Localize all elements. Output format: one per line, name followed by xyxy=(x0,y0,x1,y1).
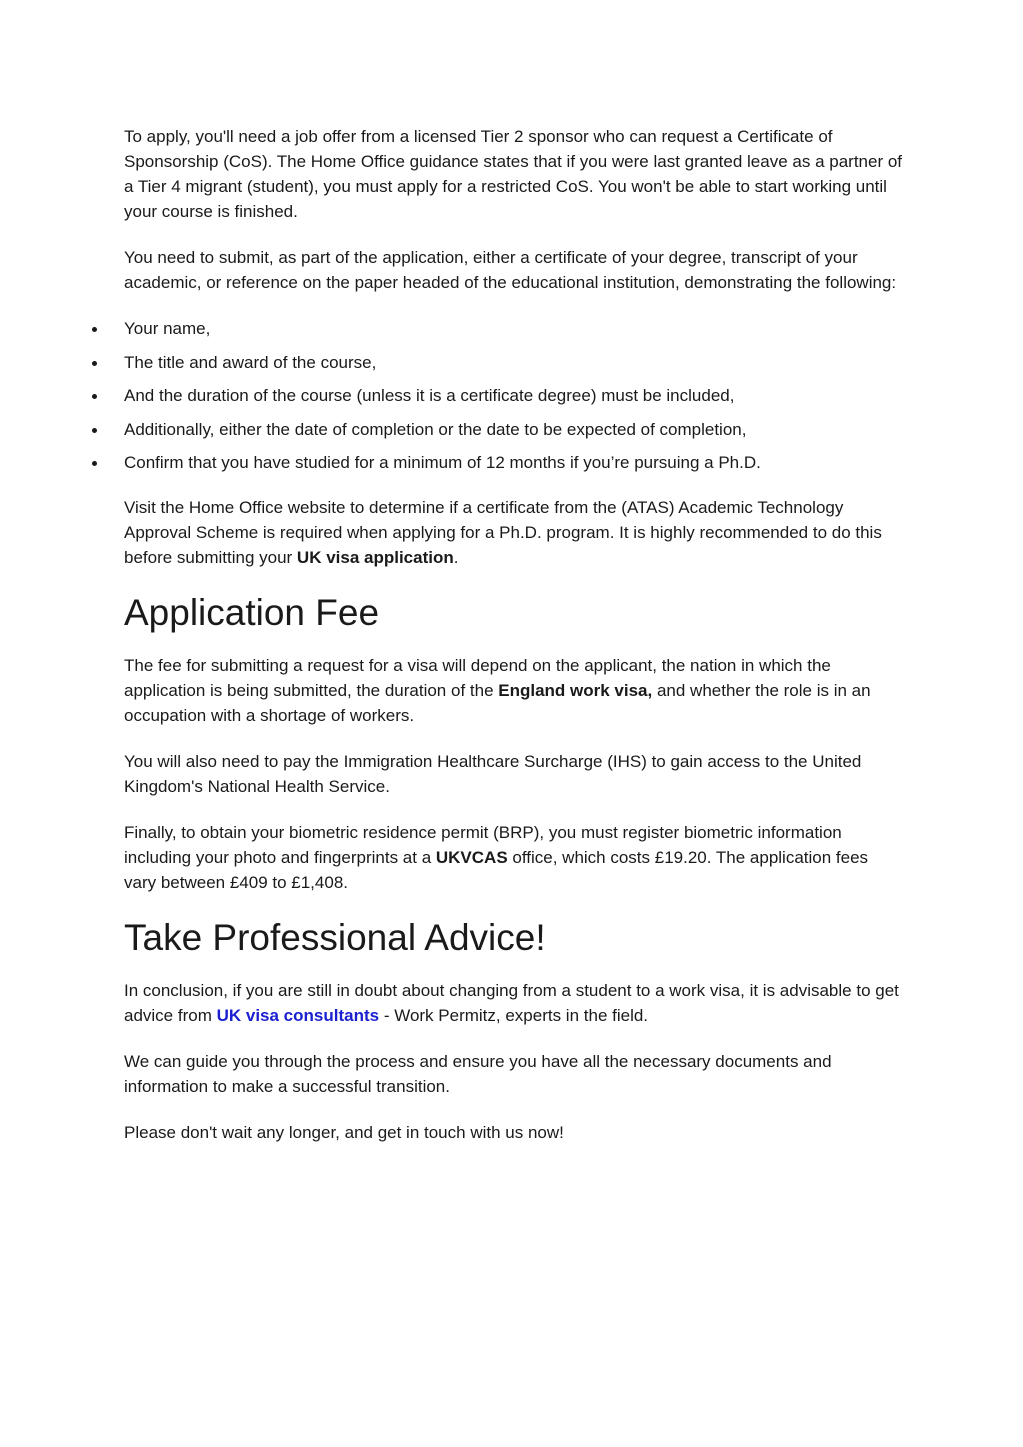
list-item-text: Additionally, either the date of completion or the date to be expected of completion, xyxy=(124,419,747,439)
advice-paragraph-conclusion xyxy=(124,978,904,1028)
brp-text-end: office, which costs £19.20. The application fees vary between £409 to £1,408. xyxy=(124,848,869,892)
brp-bold-term: UKVCAS xyxy=(435,848,508,867)
list-item xyxy=(124,417,904,442)
advice-text-end: - Work Permitz, experts in the field. xyxy=(379,1006,649,1025)
intro-paragraph-cos: To apply, you'll need a job offer from a licensed Tier 2 sponsor who can request a Certificate of Sponsorship (CoS). The Home Office guidance states that if you were last granted leave as a partner of a Tier 4 migrant (student), you must apply for a restricted CoS. You won't be able to start working until your course is finished. xyxy=(124,127,903,221)
advice-text: In conclusion, if you are still in doubt about changing from a student to a work visa, it is advisable to get advice from xyxy=(124,981,899,1025)
atas-text-end: . xyxy=(453,548,459,567)
advice-paragraph-contact: Please don't wait any longer, and get in touch with us now! xyxy=(124,1123,564,1142)
list-item xyxy=(124,450,904,475)
fee-bold-term: England work visa, xyxy=(498,681,653,700)
fee-paragraph-brp xyxy=(124,820,904,895)
fee-paragraph-depends xyxy=(124,653,904,728)
list-item xyxy=(124,316,904,341)
bullet-icon xyxy=(92,428,97,433)
fee-text-end: and whether the role is in an occupation with a shortage of workers. xyxy=(124,681,871,725)
uk-visa-consultants-link[interactable]: UK visa consultants xyxy=(216,1006,380,1025)
requirements-list xyxy=(124,316,904,475)
professional-advice-heading: Take Professional Advice! xyxy=(124,917,546,958)
list-item xyxy=(124,383,904,408)
bullet-icon xyxy=(92,461,97,466)
brp-text: Finally, to obtain your biometric residence permit (BRP), you must register biometric information including your photo and fingerprints at a xyxy=(124,823,842,867)
atas-bold-term: UK visa application xyxy=(296,548,454,567)
fee-paragraph-ihs: You will also need to pay the Immigration Healthcare Surcharge (IHS) to gain access to the United Kingdom's National Health Service. xyxy=(124,752,862,796)
list-item-text: The title and award of the course, xyxy=(124,352,377,372)
bullet-icon xyxy=(92,327,97,332)
intro-paragraph-documents: You need to submit, as part of the application, either a certificate of your degree, transcript of your academic, or reference on the paper headed of the educational institution, demonstrating the following: xyxy=(124,248,897,292)
document-page xyxy=(124,124,904,1166)
list-item-text: And the duration of the course (unless it is a certificate degree) must be included, xyxy=(124,386,735,405)
list-item-text: Confirm that you have studied for a minimum of 12 months if you’re pursuing a Ph.D. xyxy=(124,453,761,472)
application-fee-heading: Application Fee xyxy=(124,592,380,633)
advice-paragraph-guide: We can guide you through the process and ensure you have all the necessary documents and information to make a successful transition. xyxy=(124,1052,832,1096)
list-item-text: Your name, xyxy=(124,319,211,338)
bullet-icon xyxy=(92,361,97,366)
list-item xyxy=(124,350,904,375)
atas-text: Visit the Home Office website to determine if a certificate from the (ATAS) Academic Technology Approval Scheme is required when applying for a Ph.D. program. It is highly recommended to do this before submitting your xyxy=(124,498,882,567)
atas-paragraph xyxy=(124,495,904,570)
bullet-icon xyxy=(92,394,97,399)
fee-text: The fee for submitting a request for a visa will depend on the applicant, the nation in which the application is being submitted, the duration of the xyxy=(124,656,831,700)
